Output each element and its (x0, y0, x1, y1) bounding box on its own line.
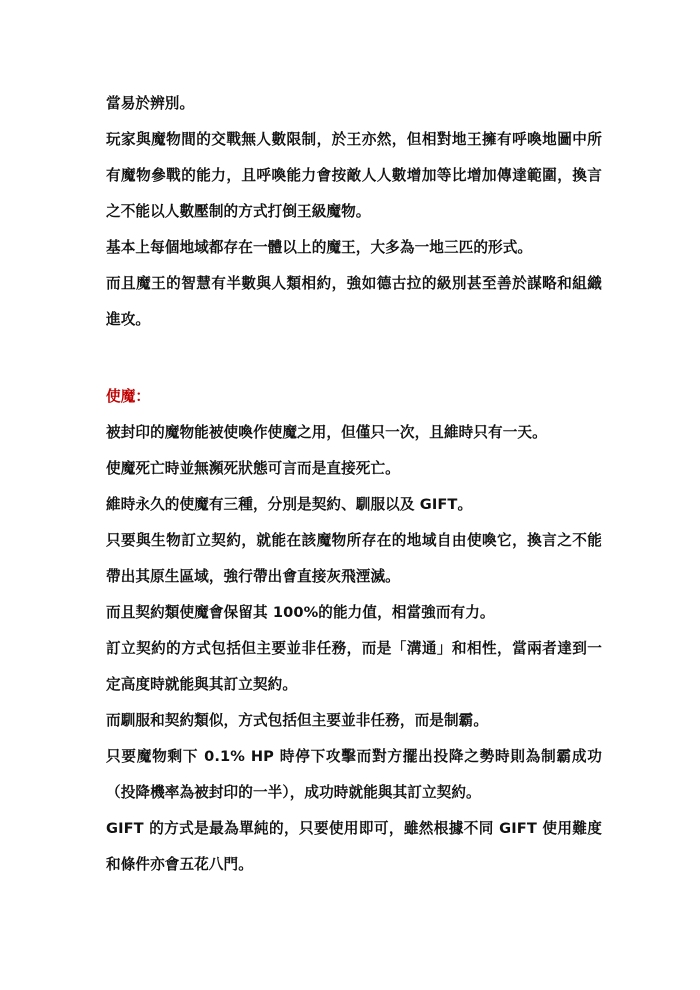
familiar-section (106, 379, 602, 883)
paragraph-demon-kings: 基本上每個地域都存在一體以上的魔王，大多為一地三匹的形式。 (106, 239, 533, 256)
paragraph-contract-method: 訂立契約的方式包括但主要並非任務，而是「溝通」和相性，當兩者達到一定高度時就能與其訂立契約。 (106, 640, 602, 693)
paragraph-familiar-types: 維時永久的使魔有三種，分別是契約、馴服以及 GIFT。 (106, 496, 473, 513)
paragraph-demon-king-intelligence: 而且魔王的智慧有半數與人類相約，強如德古拉的級別甚至善於謀略和組織進攻。 (106, 275, 602, 328)
paragraph-contract-region: 只要與生物訂立契約，就能在該魔物所存在的地域自由使喚它，換言之不能帶出其原生區域，強行帶出會直接灰飛湮滅。 (106, 532, 602, 585)
paragraph-battle-rules: 玩家與魔物間的交戰無人數限制，於王亦然，但相對地王擁有呼喚地圖中所有魔物參戰的能力，且呼喚能力會按敵人人數增加等比增加傳達範圍，換言之不能以人數壓制的方式打倒王級魔物。 (106, 131, 602, 220)
paragraph-contract-stats: 而且契約類使魔會保留其 100%的能力值，相當強而有力。 (106, 604, 495, 621)
paragraph-tame-condition: 只要魔物剩下 0.1% HP 時停下攻擊而對方擺出投降之勢時則為制霸成功（投降機率為被封印的一半），成功時就能與其訂立契約。 (106, 748, 602, 801)
paragraph-continuation: 當易於辨別。 (106, 95, 195, 112)
section-heading: 使魔： (106, 388, 151, 405)
paragraph-tame-method: 而馴服和契約類似，方式包括但主要並非任務，而是制霸。 (106, 712, 489, 729)
paragraph-familiar-summon: 被封印的魔物能被使喚作使魔之用，但僅只一次，且維時只有一天。 (106, 424, 547, 441)
intro-section (106, 86, 602, 338)
paragraph-familiar-death: 使魔死亡時並無瀕死狀態可言而是直接死亡。 (106, 460, 400, 477)
paragraph-gift-method: GIFT 的方式是最為單純的，只要使用即可，雖然根據不同 GIFT 使用難度和條件亦會五花八門。 (106, 820, 602, 873)
